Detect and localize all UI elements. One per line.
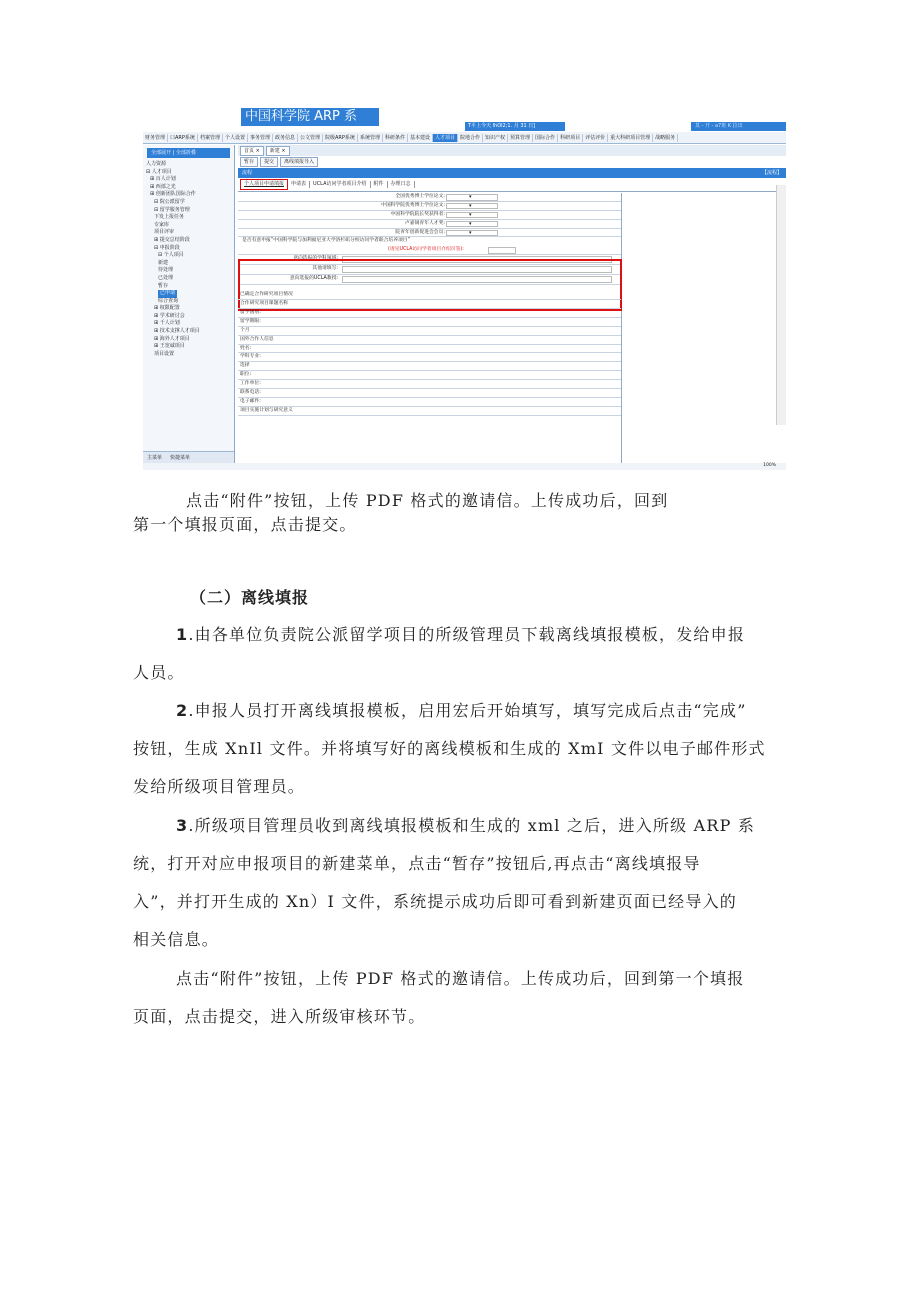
tree-item-label: 暂存 (158, 282, 169, 289)
lower-form-row (238, 318, 621, 327)
form-subtab[interactable]: 附件 (371, 181, 388, 188)
section-bar (238, 168, 786, 178)
tree-item[interactable] (146, 275, 234, 283)
form-row-select[interactable] (446, 221, 498, 228)
menu-item[interactable]: 事务管理 (248, 134, 273, 142)
toolbar-button[interactable]: 暂存 (240, 157, 258, 167)
toolbar-button[interactable]: 离线填报导入 (280, 157, 318, 167)
sidebar-bottom-tab[interactable]: 主菜单 (147, 455, 163, 461)
tree-item-label: ⊟ 申报阶段 (154, 244, 180, 251)
item-3-line-4: 相关信息。 (133, 930, 220, 949)
tree-item[interactable] (146, 267, 234, 275)
lower-form-label: 电子邮件: (240, 398, 261, 404)
top-menu-bar (143, 132, 786, 144)
ucla-select[interactable] (488, 247, 516, 254)
menu-item[interactable]: 科研条件 (383, 134, 408, 142)
tree-item[interactable] (146, 283, 234, 291)
tree-item-label: 专家库 (154, 221, 170, 228)
tree-item-label: 项目设置 (154, 350, 175, 357)
sidebar (143, 145, 235, 463)
tree-item[interactable] (146, 229, 234, 237)
lower-form-row (238, 291, 621, 300)
form-row-label: 院青年创新促进会会员: (395, 229, 445, 235)
lower-form-label: 工作单位: (240, 381, 261, 387)
page-tabs (238, 145, 786, 156)
tree-item-label: 综合查询 (158, 297, 179, 304)
para-1-line-2: 第一个填报页面，点击提交。 (133, 515, 357, 534)
tree-item[interactable] (146, 237, 234, 245)
item-1-line-1 (176, 624, 745, 646)
form-row-select[interactable] (446, 230, 498, 237)
lower-form-label: 合作研究项目课题名称 (240, 301, 288, 307)
tree-item-label: ⊞ 西部之光 (150, 183, 176, 190)
form-row (238, 193, 621, 202)
form-row-label: 全国优秀博士学位论文: (395, 194, 445, 199)
form-row-label: 卢嘉锡青年人才奖: (405, 220, 445, 226)
zoom-level[interactable]: 100% (763, 463, 776, 468)
sidebar-tree (143, 161, 234, 358)
tree-item-label: 已申请 (160, 290, 176, 297)
menu-item[interactable]: 基本建设 (408, 134, 433, 142)
form-row (238, 202, 621, 211)
tree-item-label: ⊞ 创新团队国际合作 (150, 191, 196, 198)
tree-item[interactable] (146, 328, 234, 336)
lower-form-row (238, 300, 621, 309)
menu-item[interactable]: 预算管理 (508, 134, 533, 142)
lower-form-row (238, 398, 621, 407)
lower-form-row (238, 362, 621, 371)
status-bar (143, 463, 786, 470)
ucla-row-label: 意向选报的学科领域: (293, 256, 338, 262)
lower-form-label: 项目实施计划与研究意义 (240, 407, 293, 413)
form-row-select[interactable] (446, 212, 498, 219)
lower-form-label: 国外合作人信息 (240, 336, 274, 342)
form-subtab[interactable]: UCLA访问学者项目介绍 (310, 181, 370, 188)
lower-form-label: 姓名: (240, 345, 252, 351)
tree-item-label: 已处理 (158, 274, 174, 281)
tree-item-label: ⊞ 王宽诚项目 (154, 343, 185, 350)
item-3-line-3: 入”，并打开生成的 Xn）I 文件，系统提示成功后即可看到新建页面已经导入的 (133, 892, 737, 911)
tree-item-label: ⊞ 百人计划 (150, 176, 176, 183)
sidebar-bottom-tabs (143, 451, 234, 463)
tree-item[interactable] (146, 199, 234, 207)
tree-item[interactable] (146, 252, 234, 260)
tree-item-label: ⊟ 个人项目 (158, 252, 184, 259)
item-1-number: 1 (176, 625, 189, 644)
section-bar-right[interactable]: 【流程】 (761, 170, 782, 176)
menu-item[interactable]: 院级ARP系统 (323, 134, 358, 142)
toolbar-button[interactable]: 提交 (260, 157, 278, 167)
form-subtab[interactable]: 办理日志 (388, 181, 415, 188)
lower-form-label: 联系电话: (240, 390, 261, 396)
last-para-line-1: 点击“附件”按钮，上传 PDF 格式的邀请信。上传成功后，回到第一个填报 (176, 969, 745, 988)
item-2-line-1 (176, 700, 747, 722)
user-band: 莫 - 开 - a7班 K 拉出 (691, 122, 786, 131)
item-3-number: 3 (176, 816, 189, 835)
app-title: 中国科学院 ARP 系 (241, 108, 379, 126)
menu-item[interactable]: 口ARP系统 (168, 134, 198, 142)
item-1-text: .由各单位负责院公派留学项目的所级管理员下载离线填报模板，发给申报 (188, 625, 746, 644)
menu-item[interactable]: 战略服务 (653, 134, 678, 142)
tree-item-label: ⊞ 技术支撑人才项目 (154, 328, 200, 335)
form-row (238, 211, 621, 220)
form-subtabs (238, 178, 786, 192)
menu-item[interactable]: 档案管理 (198, 134, 223, 142)
tree-item-label: ⊟ 人才项目 (146, 168, 172, 175)
tree-item-label: 新建 (158, 259, 169, 266)
main-panel (238, 145, 786, 463)
section-bar-title: 流程 (242, 170, 253, 176)
lower-form-label: 选择 (240, 363, 250, 369)
section-heading: （二）离线填报 (190, 588, 310, 607)
item-3-line-2: 统，打开对应申报项目的新建菜单，点击“暂存”按钮后,再点击“离线填报导 (133, 854, 701, 873)
menu-item[interactable]: 国际合作 (533, 134, 558, 142)
tree-item-label: 下发上报任务 (154, 214, 185, 221)
item-2-text: .申报人员打开离线填报模板，启用宏后开始填写，填写完成后点击“完成” (188, 701, 747, 720)
date-band: T平上今天 lhOl2;1. 月 31 日] (465, 122, 565, 131)
menu-item[interactable]: 系统管理 (358, 134, 383, 142)
tree-item[interactable] (146, 214, 234, 222)
menu-item[interactable]: 科研项目 (558, 134, 583, 142)
lower-form-row (238, 345, 621, 354)
form-row-select[interactable] (446, 194, 498, 201)
ucla-question: 是否有意申报“中国科学院与加利福尼亚大学洛杉矶分校访问学者联合培养项目” (242, 238, 411, 244)
ucla-row-label: 意向选报的UCLA教授: (289, 276, 338, 282)
tree-item[interactable] (146, 351, 234, 359)
lower-form-row (238, 407, 621, 416)
item-1-line-2: 人员。 (133, 663, 185, 682)
tree-item-label: ⊞ 权限配置 (154, 305, 180, 312)
menu-item[interactable]: 院地合作 (458, 134, 483, 142)
form-row (238, 220, 621, 229)
tree-item[interactable] (146, 245, 234, 253)
menu-item[interactable]: 个人设置 (223, 134, 248, 142)
ucla-question-row (238, 237, 621, 246)
tree-item[interactable] (146, 176, 234, 184)
tree-item-label: 人力资源 (146, 161, 167, 167)
arp-screenshot (143, 108, 786, 470)
tree-item-label: ⊞ 学术研讨会 (154, 312, 185, 319)
ucla-row-label: 其他请填写: (312, 266, 338, 272)
sidebar-bottom-tab[interactable]: 快捷菜单 (170, 455, 191, 461)
tree-item-label: 待处理 (158, 267, 174, 274)
tree-item-label: ⊞ 千人计划 (154, 320, 180, 327)
item-2-number: 2 (176, 701, 189, 720)
tree-item[interactable] (146, 320, 234, 328)
lower-form-label: 个月 (240, 327, 250, 333)
page-tab[interactable]: 首页 × (240, 146, 264, 156)
lower-form-label: 职位: (240, 372, 252, 378)
lower-form-row (238, 327, 621, 336)
tree-item[interactable] (146, 290, 234, 298)
form-row (238, 229, 621, 238)
lower-form-label: 留学期限: (240, 318, 261, 324)
menu-item[interactable]: 重大科研项目管理 (608, 134, 653, 142)
item-3-line-1 (176, 815, 755, 837)
form-subtab[interactable]: 申请表 (288, 181, 310, 188)
menu-item[interactable]: 人才项目 (433, 134, 458, 142)
lower-form-label: 已确定合作研究项目情况 (240, 292, 293, 298)
form-row-label: 中国科学院院长奖获得者: (390, 211, 445, 217)
tree-item-label: ⊟ 院公派留学 (154, 198, 185, 205)
lower-form-row (238, 380, 621, 389)
lower-form-row (238, 309, 621, 318)
form-row-label: 中国科学院优秀博士学位论文: (381, 202, 445, 208)
application-form (238, 193, 622, 463)
sidebar-expand-collapse[interactable]: 全部展开 | 全部折叠 (147, 148, 230, 158)
tree-item-label: ⊟ 留学服务管理 (154, 206, 190, 213)
item-3-text: .所级项目管理员收到离线填报模板和生成的 xml 之后，进入所级 ARP 系 (188, 816, 756, 835)
last-para-line-2: 页面，点击提交，进入所级审核环节。 (133, 1007, 426, 1026)
ucla-hint-row (238, 246, 621, 255)
menu-item[interactable]: 公文管理 (298, 134, 323, 142)
lower-form-row (238, 371, 621, 380)
tree-item[interactable] (146, 343, 234, 351)
form-scrollbar[interactable] (776, 185, 786, 425)
toolbar (238, 156, 786, 168)
lower-form-row (238, 389, 621, 398)
menu-item[interactable]: 政务信息 (273, 134, 298, 142)
form-subtab[interactable]: 个人项目申请填报 (240, 179, 288, 190)
lower-form-row (238, 336, 621, 345)
menu-item[interactable]: 财务管理 (143, 134, 168, 142)
item-2-line-3: 发给所级项目管理员。 (133, 777, 306, 796)
item-2-line-2: 按钮，生成 XnIl 文件。并将填写好的离线模板和生成的 XmI 文件以电子邮件形式 (133, 739, 766, 758)
lower-form-label: 留学国别: (240, 310, 261, 316)
tree-item-label: ⊞ 提交总结阶段 (154, 236, 190, 243)
menu-item[interactable]: 评估评价 (583, 134, 608, 142)
tree-item[interactable] (146, 191, 234, 199)
para-1-line-1: 点击“附件”按钮，上传 PDF 格式的邀请信。上传成功后，回到 (186, 491, 669, 510)
menu-item[interactable]: 知识产权 (483, 134, 508, 142)
page-tab[interactable]: 新建 × (266, 146, 290, 156)
ucla-hint: (请见UCLA访问学者项目介绍页签): (388, 247, 464, 253)
tree-item-label: 项目评审 (154, 229, 175, 236)
tree-item[interactable] (146, 305, 234, 313)
lower-form-label: 学科专业: (240, 354, 261, 360)
lower-form-row (238, 353, 621, 362)
tree-item[interactable] (146, 161, 234, 169)
form-row-select[interactable] (446, 203, 498, 210)
tree-item-label: ⊞ 海外人才项目 (154, 335, 190, 342)
